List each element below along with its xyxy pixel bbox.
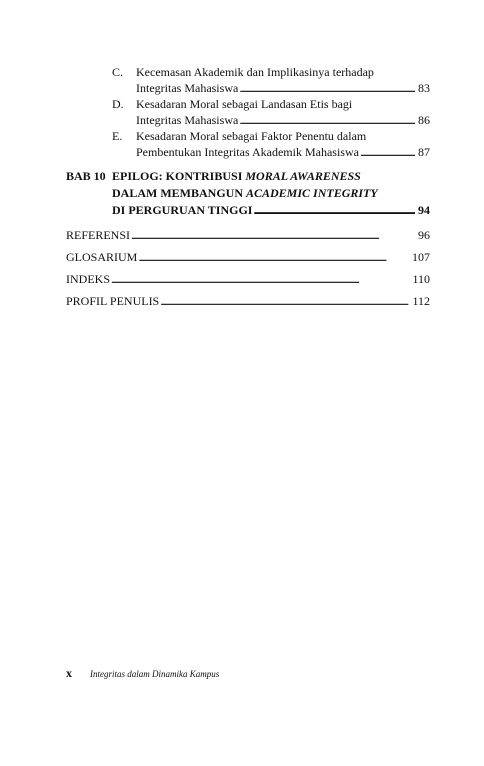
page-number: 86: [418, 113, 430, 127]
section-letter: D.: [112, 97, 124, 111]
page-number: 83: [418, 81, 430, 95]
chapter-title-line1: [112, 168, 430, 185]
section-title-line2: Integritas Mahasiswa: [136, 113, 239, 127]
section-title-line1: Kesadaran Moral sebagai Faktor Penentu dalam: [136, 129, 367, 143]
section-title-line1: Kesadaran Moral sebagai Landasan Etis bagi: [136, 97, 353, 111]
page-number: 107: [412, 250, 430, 264]
entry-title: REFERENSI: [66, 228, 131, 242]
running-head: Integritas dalam Dinamika Kampus: [90, 669, 220, 679]
dot-leader: [111, 271, 411, 287]
section-letter: C.: [112, 65, 124, 79]
chapter-title-italic: ACADEMIC INTEGRITY: [246, 186, 378, 200]
dot-leader: [138, 249, 411, 265]
dot-leader: [131, 227, 415, 243]
chapter-title-italic: MORAL AWARENESS: [245, 169, 361, 183]
dot-leader: [239, 80, 415, 96]
chapter-number: BAB 10: [66, 169, 106, 183]
toc-line: [136, 80, 430, 96]
entry-title: INDEKS: [66, 272, 110, 286]
toc-section-d[interactable]: [66, 96, 430, 128]
chapter-title-text: DALAM MEMBANGUN: [112, 186, 246, 200]
chapter-title-text: EPILOG: KONTRIBUSI: [112, 169, 246, 183]
chapter-title-line2: [112, 185, 430, 202]
section-title-line1: Kecemasan Akademik dan Implikasinya terhadap: [136, 65, 374, 79]
entry-title: PROFIL PENULIS: [66, 294, 160, 308]
page-footer: [66, 666, 219, 681]
chapter-title-line3: DI PERGURUAN TINGGI: [112, 203, 253, 217]
toc-section-c[interactable]: [66, 64, 430, 96]
dot-leader: [160, 293, 411, 309]
entry-title: GLOSARIUM: [66, 250, 138, 264]
dot-leader: [253, 202, 415, 219]
table-of-contents: [66, 64, 430, 309]
toc-entry-glosarium[interactable]: [66, 249, 430, 265]
page-number: 87: [418, 145, 430, 159]
toc-entry-referensi[interactable]: [66, 227, 430, 243]
page-number: 96: [418, 228, 430, 242]
toc-entry-profil-penulis[interactable]: [66, 293, 430, 309]
page-number: 110: [412, 272, 430, 286]
page-number: 112: [412, 294, 430, 308]
toc-entry-indeks[interactable]: [66, 271, 430, 287]
section-title-line2: Integritas Mahasiswa: [136, 81, 239, 95]
page-number: 94: [418, 203, 430, 217]
section-letter: E.: [112, 129, 123, 143]
toc-line: [136, 144, 430, 160]
toc-line: [136, 112, 430, 128]
toc-line: [112, 202, 430, 219]
dot-leader: [360, 144, 415, 160]
section-title-line2: Pembentukan Integritas Akademik Mahasiswa: [136, 145, 359, 159]
toc-section-e[interactable]: [66, 128, 430, 160]
footer-page-number: x: [66, 666, 72, 680]
dot-leader: [239, 112, 415, 128]
toc-chapter-10[interactable]: [66, 168, 430, 219]
